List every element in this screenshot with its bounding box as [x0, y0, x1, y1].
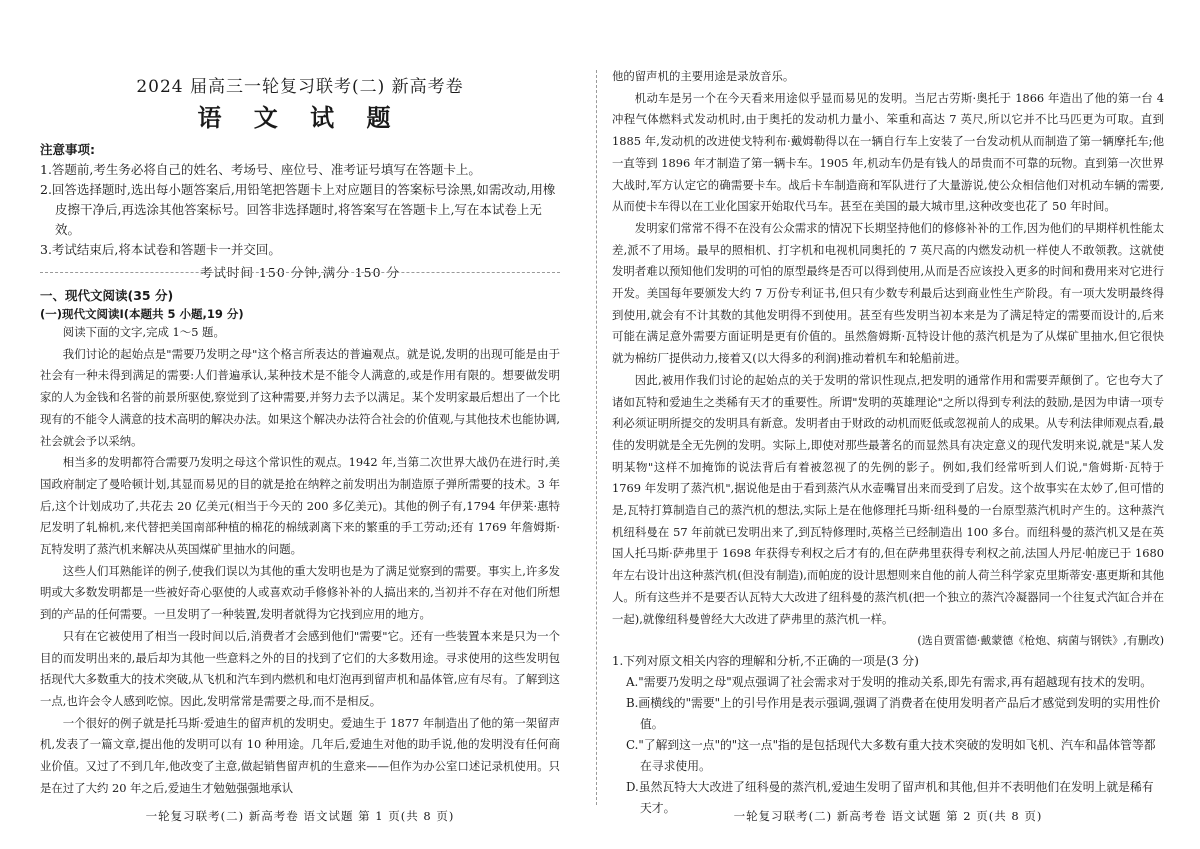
source-citation: (选自贾雷德·戴蒙德《枪炮、病菌与钢铁》,有删改): [917, 634, 1164, 648]
paragraph: 机动车是另一个在今天看来用途似乎显而易见的发明。当尼古劳斯·奥托于 1866 年造出了他的第一台 4 冲程气体燃料式发动机时,由于奥托的发动机力量小、笨重和高达 7 英尺,所以它并不比马匹更为可取。直到 1885 年,发动机的改进使戈特利布·戴姆勒得以在一辆自行车上安装了一台发动机从而制造了第一辆摩托车;他一直等到 1896 年才制造了第一辆卡车。1905 年,机动车仍是有钱人的昂贵而不可靠的玩物。直到第一次世界大战时,军方认定它的确需要卡车。战后卡车制造商和军队进行了大量游说,使公众相信他们对机动车辆的需要,从而使卡车得以在工业化国家开始取代马车。甚至在美国的最大城市里,这种改变也花了 50 年时间。: [612, 90, 1164, 214]
notice-heading: 注意事项:: [40, 142, 95, 157]
question-stem: 1.下列对原文相关内容的理解和分析,不正确的一项是(3 分): [612, 654, 919, 669]
paragraph: 只有在它被使用了相当一段时间以后,消费者才会感到他们"需要"它。还有一些装置本来是只为一个目的而发明出来的,最后却为其他一些意料之外的目的找到了它们的大多数用途。寻求使用的这些发明包括现代大多数重大的技术突破,从飞机和汽车到内燃机和电灯泡再到留声机和晶体管,应有尽有。了解到这一点,也许会令人感到吃惊。因此,发明常常是需要之母,而不是相反。: [40, 628, 560, 708]
notice-block: [40, 140, 560, 283]
notice-item: 3.考试结束后,将本试卷和答题卡一并交回。: [40, 242, 281, 257]
passage: [612, 66, 1164, 630]
option-b: B.画横线的"需要"上的引号作用是表示强调,强调了消费者在使用发明者产品后才感觉到发明的实用性价值。: [626, 696, 1161, 732]
paragraph: 我们讨论的起始点是"需要乃发明之母"这个格言所表达的普遍观点。就是说,发明的出现可能是由于社会有一种未得到满足的需要:人们普遍承认,某种技术是不能令人满意的,或是作用有限的。想要做发明家的人为金钱和名誉的前景所驱使,察觉到了这种需要,并努力去予以满足。某个发明家最后想出了一个比现有的不能令人满意的技术高明的解决办法。如果这个解决办法符合社会的价值观,与其他技术也能协调,社会就会予以采纳。: [40, 346, 560, 448]
subsection-title: (一)现代文阅读Ⅰ(本题共 5 小题,19 分): [40, 307, 244, 321]
paragraph: 发明家们常常不得不在没有公众需求的情况下长期坚持他们的修修补补的工作,因为他们的早期样机性能太差,派不了用场。最早的照相机、打字机和电视机同奥托的 7 英尺高的内燃发动机一样使人不敢领教。这就使发明者难以预知他们发明的可怕的原型最终是否可以得到使用,从而是否应该投入更多的时间和费用来对它进行开发。美国每年要颁发大约 7 万份专利证书,但只有少数专利最后达到商业性生产阶段。有一项大发明最终得到使用,就会有不计其数的其他发明得不到使用。甚至有些发明当初本来是为了满足特定的需要而设计的,后来可能在满足意外需要方面证明是更有价值的。虽然詹姆斯·瓦特设计他的蒸汽机是为了从煤矿里抽水,但它很快就为棉纺厂提供动力,接着又(以大得多的利润)推动着机车和轮船前进。: [612, 220, 1164, 366]
left-page: [40, 0, 560, 849]
option-a: A."需要乃发明之母"观点强调了社会需求对于发明的推动关系,即先有需求,再有超越现有技术的发明。: [626, 675, 1153, 690]
notice-item: 1.答题前,考生务必将自己的姓名、考场号、座位号、准考证号填写在答题卡上。: [40, 162, 481, 177]
section-title: 一、现代文阅读(35 分): [40, 288, 174, 303]
divider: [40, 272, 560, 273]
paragraph: 一个很好的例子就是托马斯·爱迪生的留声机的发明史。爱迪生于 1877 年制造出了他的第一架留声机,发表了一篇文章,提出他的发明可以有 10 种用途。几年后,爱迪生对他的助手说,他的发明没有任何商业价值。又过了不到几年,他改变了主意,做起销售留声机的生意来——但作为办公室口述记录机使用。只是在过了大约 20 年之后,爱迪生才勉勉强强地承认: [40, 715, 560, 795]
option-c: C."了解到这一点"的"这一点"指的是包括现代大多数有重大技术突破的发明如飞机、汽车和晶体管等都在寻求使用。: [626, 738, 1156, 774]
page-footer: 一轮复习联考(二) 新高考卷 语文试题 第 1 页(共 8 页): [145, 809, 455, 823]
passage-continued: [612, 66, 1164, 819]
paragraph: 相当多的发明都符合需要乃发明之母这个常识性的观点。1942 年,当第二次世界大战仍在进行时,美国政府制定了曼哈顿计划,其显而易见的目的就是抢在纳粹之前发明出为制造原子弹所需要的技术。3 年后,这个计划成功了,共花去 20 亿美元(相当于今天的 200 多亿美元)。其他的例子有,1794 年伊莱·惠特尼发明了轧棉机,来代替把美国南部种植的棉花的棉绒剥离下来的繁重的手工劳动;还有 1769 年詹姆斯·瓦特发明了蒸汽机来解决从英国煤矿里抽水的问题。: [40, 455, 560, 557]
paragraph: 因此,被用作我们讨论的起始点的关于发明的常识性现点,把发明的通常作用和需要弄颠倒了。它也夸大了诸如瓦特和爱迪生之类稀有天才的重要性。所谓"发明的英雄理论"之所以得到专利法的鼓励,是因为申请一项专利必须证明所提交的发明具有新意。发明者由于财政的动机而贬低或忽视前人的成果。从专利法律师观点看,最佳的发明就是全无先例的发明。实际上,即使对那些最著名的而显然具有决定意义的现代发明来说,就是"某人发明某物"这样不加掩饰的说法背后有着被忽视了的先例的影子。例如,我们经常听到人们说,"詹姆斯·瓦特于 1769 年发明了蒸汽机",据说他是由于看到蒸汽从水壶嘴冒出来而受到了启发。这个故事实在太妙了,但可惜的是,瓦特打算制造自己的蒸汽机的想法,实际上是在他修理托马斯·纽科曼的一台原型蒸汽机时产生的。这种蒸汽机纽科曼在 57 年前就已发明出来了,到瓦特修理时,英格兰已经制造出 100 多台。而纽科曼的蒸汽机又是在英国人托马斯·萨弗里于 1698 年获得专利权之后才有的,但在萨弗里获得专利权之前,法国人丹尼·帕庞已于 1680 年左右设计出这种蒸汽机(但没有制造),而帕庞的设计思想则来自他的前人荷兰科学家克里斯蒂安·惠更斯和其他人。所有这些并不是要否认瓦特大大改进了纽科曼的蒸汽机(把一个独立的蒸汽冷凝器同一个往复式汽缸合并在一起),就像纽科曼曾经大大改进了萨弗里的蒸汽机一样。: [612, 372, 1164, 626]
reading-section: [40, 286, 560, 799]
passage: [40, 322, 560, 799]
subject-title: 语 文 试 题: [197, 103, 403, 132]
paragraph: 这些人们耳熟能详的例子,使我们误以为其他的重大发明也是为了满足觉察到的需要。事实上,许多发明或大多数发明都是一些被好奇心驱使的人或喜欢动手修修补补的人搞出来的,当初并不存在对他们所想到的产品的任何需要。一旦发明了一种装置,发明者就得为它找到应用的地方。: [40, 563, 560, 622]
exam-time: 考试时间 150 分钟,满分 150 分: [199, 265, 401, 280]
notice-item: 2.回答选择题时,选出每小题答案后,用铅笔把答题卡上对应题目的答案标号涂黑,如需改动,用橡皮擦干净后,再选涂其他答案标号。回答非选择题时,将答案写在答题卡上,写在本试卷上无效。: [40, 182, 556, 237]
column-divider: [596, 70, 597, 805]
page-footer: 一轮复习联考(二) 新高考卷 语文试题 第 2 页(共 8 页): [733, 809, 1043, 823]
option-d: D.虽然瓦特大大改进了纽科曼的蒸汽机,爱迪生发明了留声机和其他,但并不表明他们在发明上就是稀有天才。: [626, 780, 1154, 816]
right-page: [612, 0, 1164, 849]
instruction: 阅读下面的文字,完成 1～5 题。: [62, 325, 225, 339]
exam-title: 2024 届高三一轮复习联考(二) 新高考卷: [136, 77, 464, 97]
paragraph: 他的留声机的主要用途是录放音乐。: [612, 69, 795, 83]
